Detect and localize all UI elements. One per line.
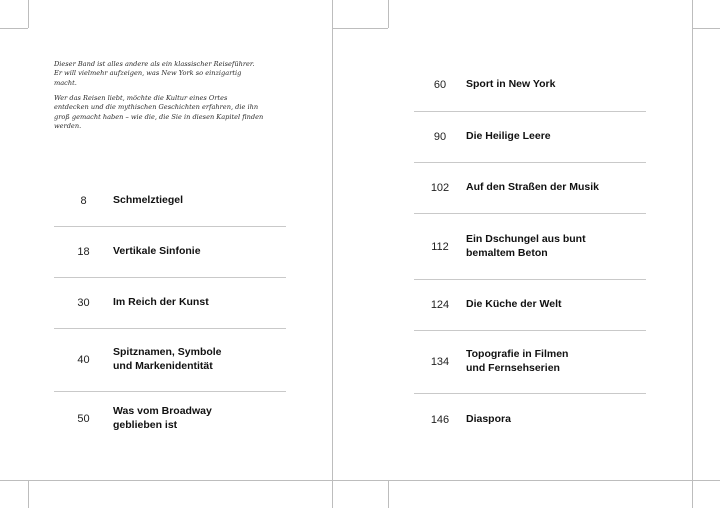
toc-title: Auf den Straßen der Musik [466,181,600,194]
toc-entry[interactable] [414,393,646,445]
toc-title: Schmelztiegel [113,194,184,207]
toc-entry[interactable] [54,176,286,226]
toc-title: Topografie in Filmen und Fernsehserien [466,348,569,374]
crop-line-right [692,0,693,508]
intro-paragraph-1: Dieser Band ist alles andere als ein klassischer Reiseführer. Er will vielmehr aufzeigen, was New York so einzigartig macht. [54,60,255,87]
toc-title: Spitznamen, Symbole und Markenidentität [113,346,222,372]
toc-page-number: 124 [430,299,450,311]
toc-left [54,176,286,446]
toc-page-number: 18 [77,246,90,258]
toc-title: Diaspora [466,412,511,425]
toc-entry[interactable] [54,277,286,328]
toc-page-number: 40 [77,354,90,366]
toc-title: Sport in New York [466,78,556,91]
toc-page-number: 50 [77,413,90,425]
toc-page-number: 134 [430,356,450,368]
toc-title: Die Küche der Welt [466,298,562,311]
crop-line-gutter-left [332,0,333,508]
toc-page-number: 102 [430,182,450,194]
crop-line-bottom [0,480,720,481]
toc-page-number: 112 [431,240,449,253]
toc-entry[interactable] [414,111,646,162]
toc-title: Was vom Broadway geblieben ist [113,405,212,431]
toc-page-number: 90 [433,131,447,143]
intro-text [54,60,264,138]
toc-entry[interactable] [414,213,646,279]
toc-entry[interactable] [54,226,286,277]
toc-entry[interactable] [414,279,646,330]
intro-paragraph-2: Wer das Reisen liebt, möchte die Kultur eines Ortes entdecken und die mythischen Geschichten erfahren, die ihn groß gemacht haben – wie die, die Sie in diesen Kapitel finden werden. [54,94,264,131]
toc-page-number: 60 [433,79,447,91]
toc-title: Ein Dschungel aus bunt bemaltem Beton [466,232,586,259]
toc-page-number: 146 [430,413,450,426]
toc-entry[interactable] [414,162,646,213]
right-page [388,28,692,480]
toc-entry[interactable] [414,59,646,111]
toc-title: Vertikale Sinfonie [113,245,201,258]
toc-entry[interactable] [414,330,646,393]
toc-entry[interactable] [54,391,286,446]
toc-page-number: 8 [80,195,87,207]
toc-right [414,59,646,445]
toc-title: Im Reich der Kunst [113,296,209,309]
toc-entry[interactable] [54,328,286,391]
left-page [28,28,332,480]
toc-title: Die Heilige Leere [466,130,551,143]
toc-page-number: 30 [77,297,90,309]
